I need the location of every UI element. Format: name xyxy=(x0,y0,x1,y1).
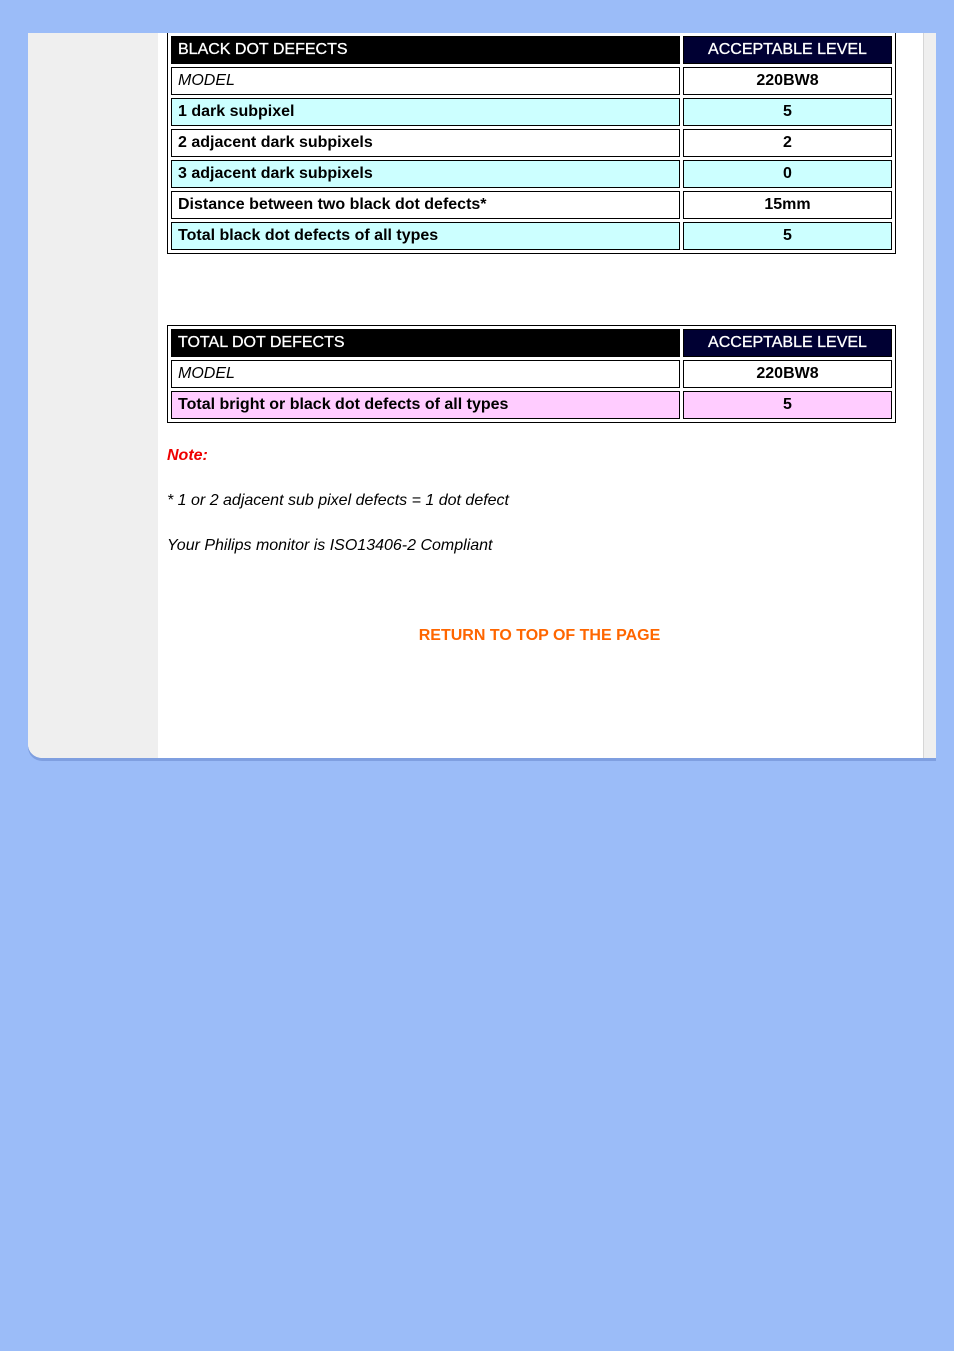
row-label: 1 dark subpixel xyxy=(171,98,680,126)
note-line-2: Your Philips monitor is ISO13406-2 Compliant xyxy=(167,537,493,554)
table-row xyxy=(171,391,892,419)
table-row xyxy=(171,191,892,219)
table-header-row xyxy=(171,36,892,64)
table-row xyxy=(171,98,892,126)
model-value: 220BW8 xyxy=(683,67,892,95)
total-dot-defects-table xyxy=(167,325,896,423)
row-label: Total black dot defects of all types xyxy=(171,222,680,250)
row-value: 0 xyxy=(683,160,892,188)
row-label: 2 adjacent dark subpixels xyxy=(171,129,680,157)
return-to-top-link[interactable]: RETURN TO TOP OF THE PAGE xyxy=(418,627,661,644)
header-value: ACCEPTABLE LEVEL xyxy=(683,36,892,64)
note-line-1: * 1 or 2 adjacent sub pixel defects = 1 dot defect xyxy=(167,492,509,509)
row-value: 5 xyxy=(683,391,892,419)
table-row xyxy=(171,129,892,157)
row-value: 15mm xyxy=(683,191,892,219)
page-frame xyxy=(28,33,936,758)
row-label: 3 adjacent dark subpixels xyxy=(171,160,680,188)
model-row xyxy=(171,360,892,388)
header-value: ACCEPTABLE LEVEL xyxy=(683,329,892,357)
left-gutter xyxy=(28,33,158,758)
right-scroll-strip xyxy=(923,33,936,758)
header-label: BLACK DOT DEFECTS xyxy=(171,36,680,64)
table-row xyxy=(171,222,892,250)
model-label: MODEL xyxy=(171,360,680,388)
model-value: 220BW8 xyxy=(683,360,892,388)
note-title: Note: xyxy=(167,447,208,464)
row-label: Total bright or black dot defects of all types xyxy=(171,391,680,419)
table-header-row xyxy=(171,329,892,357)
table-row xyxy=(171,160,892,188)
row-value: 2 xyxy=(683,129,892,157)
black-dot-defects-table xyxy=(167,33,896,254)
main-content xyxy=(167,33,897,645)
model-label: MODEL xyxy=(171,67,680,95)
row-label: Distance between two black dot defects* xyxy=(171,191,680,219)
row-value: 5 xyxy=(683,98,892,126)
model-row xyxy=(171,67,892,95)
row-value: 5 xyxy=(683,222,892,250)
header-label: TOTAL DOT DEFECTS xyxy=(171,329,680,357)
